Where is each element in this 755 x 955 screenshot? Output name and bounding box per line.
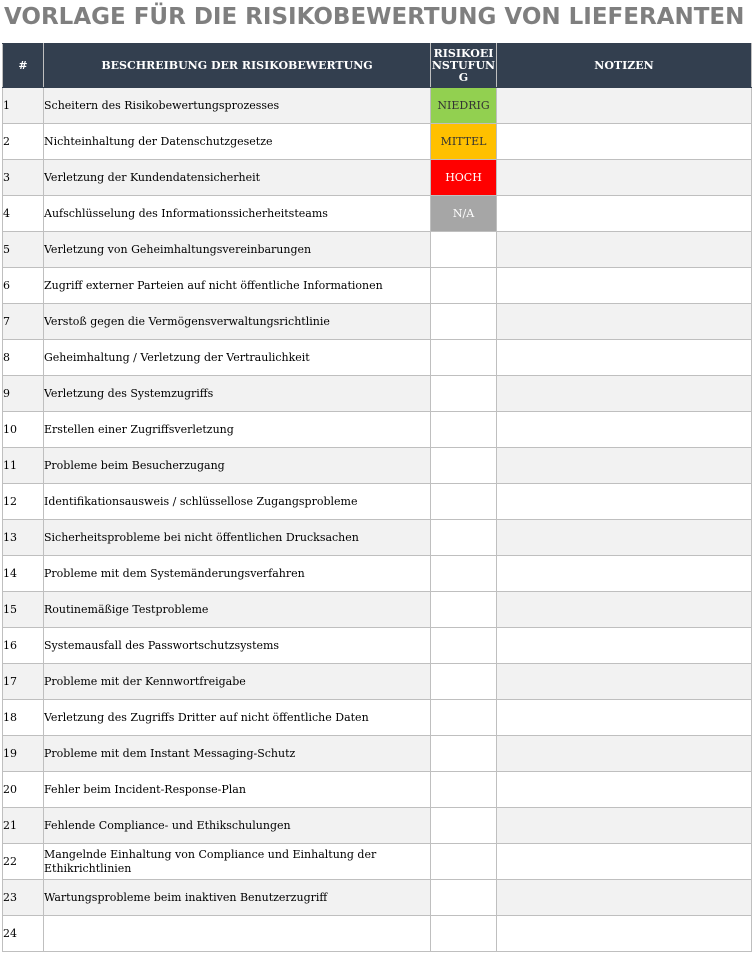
notes-cell[interactable] — [497, 160, 752, 196]
row-number: 17 — [3, 664, 44, 700]
row-number: 24 — [3, 916, 44, 952]
risk-rating-cell[interactable]: NIEDRIG — [431, 88, 497, 124]
notes-cell[interactable] — [497, 880, 752, 916]
table-row — [3, 844, 752, 880]
row-number: 8 — [3, 340, 44, 376]
risk-description-cell[interactable]: Aufschlüsselung des Informationssicherheitsteams — [44, 196, 431, 232]
risk-description-cell[interactable]: Probleme mit dem Systemänderungsverfahren — [44, 556, 431, 592]
table-row — [3, 736, 752, 772]
notes-cell[interactable] — [497, 916, 752, 952]
column-header-number: # — [3, 44, 44, 88]
notes-cell[interactable] — [497, 592, 752, 628]
notes-cell[interactable] — [497, 484, 752, 520]
risk-rating-cell[interactable]: HOCH — [431, 160, 497, 196]
row-number: 10 — [3, 412, 44, 448]
risk-description-cell[interactable]: Verletzung des Systemzugriffs — [44, 376, 431, 412]
risk-description-cell[interactable]: Probleme beim Besucherzugang — [44, 448, 431, 484]
table-row — [3, 664, 752, 700]
row-number: 22 — [3, 844, 44, 880]
table-row — [3, 376, 752, 412]
risk-description-cell[interactable]: Nichteinhaltung der Datenschutzgesetze — [44, 124, 431, 160]
notes-cell[interactable] — [497, 664, 752, 700]
risk-description-cell[interactable]: Zugriff externer Parteien auf nicht öffentliche Informationen — [44, 268, 431, 304]
table-row — [3, 88, 752, 124]
risk-description-cell[interactable]: Routinemäßige Testprobleme — [44, 592, 431, 628]
risk-description-cell[interactable]: Geheimhaltung / Verletzung der Vertraulichkeit — [44, 340, 431, 376]
table-row — [3, 628, 752, 664]
row-number: 18 — [3, 700, 44, 736]
risk-rating-cell[interactable] — [431, 844, 497, 880]
table-row — [3, 592, 752, 628]
table-row — [3, 556, 752, 592]
risk-description-cell[interactable]: Verletzung des Zugriffs Dritter auf nicht öffentliche Daten — [44, 700, 431, 736]
table-row — [3, 160, 752, 196]
risk-rating-cell[interactable] — [431, 448, 497, 484]
risk-description-cell[interactable]: Identifikationsausweis / schlüssellose Zugangsprobleme — [44, 484, 431, 520]
row-number: 7 — [3, 304, 44, 340]
table-row — [3, 808, 752, 844]
table-row — [3, 340, 752, 376]
risk-rating-cell[interactable] — [431, 592, 497, 628]
notes-cell[interactable] — [497, 340, 752, 376]
risk-description-cell[interactable]: Scheitern des Risikobewertungsprozesses — [44, 88, 431, 124]
notes-cell[interactable] — [497, 376, 752, 412]
notes-cell[interactable] — [497, 304, 752, 340]
row-number: 12 — [3, 484, 44, 520]
notes-cell[interactable] — [497, 556, 752, 592]
row-number: 11 — [3, 448, 44, 484]
risk-description-cell[interactable] — [44, 916, 431, 952]
risk-rating-cell[interactable] — [431, 304, 497, 340]
notes-cell[interactable] — [497, 772, 752, 808]
row-number: 5 — [3, 232, 44, 268]
risk-rating-cell[interactable] — [431, 376, 497, 412]
table-header-row — [3, 44, 752, 88]
table-row — [3, 880, 752, 916]
risk-description-cell[interactable]: Sicherheitsprobleme bei nicht öffentlichen Drucksachen — [44, 520, 431, 556]
table-row — [3, 772, 752, 808]
table-row — [3, 412, 752, 448]
risk-rating-cell[interactable] — [431, 484, 497, 520]
risk-description-cell[interactable]: Erstellen einer Zugriffsverletzung — [44, 412, 431, 448]
table-row — [3, 268, 752, 304]
notes-cell[interactable] — [497, 808, 752, 844]
risk-rating-cell[interactable] — [431, 736, 497, 772]
page-title: VORLAGE FÜR DIE RISIKOBEWERTUNG VON LIEFERANTEN — [4, 4, 745, 30]
notes-cell[interactable] — [497, 232, 752, 268]
risk-description-cell[interactable]: Wartungsprobleme beim inaktiven Benutzerzugriff — [44, 880, 431, 916]
table-row — [3, 232, 752, 268]
row-number: 4 — [3, 196, 44, 232]
risk-rating-cell[interactable] — [431, 340, 497, 376]
row-number: 2 — [3, 124, 44, 160]
risk-rating-cell[interactable] — [431, 808, 497, 844]
notes-cell[interactable] — [497, 88, 752, 124]
notes-cell[interactable] — [497, 268, 752, 304]
row-number: 6 — [3, 268, 44, 304]
risk-description-cell[interactable]: Fehler beim Incident-Response-Plan — [44, 772, 431, 808]
row-number: 9 — [3, 376, 44, 412]
table-row — [3, 304, 752, 340]
row-number: 21 — [3, 808, 44, 844]
risk-description-cell[interactable]: Mangelnde Einhaltung von Compliance und Einhaltung der Ethikrichtlinien — [44, 844, 431, 880]
risk-assessment-table — [2, 43, 752, 952]
notes-cell[interactable] — [497, 448, 752, 484]
risk-rating-cell[interactable] — [431, 232, 497, 268]
table-row — [3, 448, 752, 484]
risk-rating-cell[interactable] — [431, 772, 497, 808]
notes-cell[interactable] — [497, 520, 752, 556]
notes-cell[interactable] — [497, 196, 752, 232]
column-header-rating: RISIKOEINSTUFUNG — [431, 44, 497, 88]
notes-cell[interactable] — [497, 124, 752, 160]
table-row — [3, 196, 752, 232]
table-row — [3, 700, 752, 736]
column-header-notes: NOTIZEN — [497, 44, 752, 88]
risk-rating-cell[interactable] — [431, 628, 497, 664]
table-row — [3, 520, 752, 556]
row-number: 15 — [3, 592, 44, 628]
risk-rating-cell[interactable] — [431, 916, 497, 952]
risk-rating-cell[interactable] — [431, 556, 497, 592]
notes-cell[interactable] — [497, 628, 752, 664]
row-number: 19 — [3, 736, 44, 772]
risk-rating-cell[interactable] — [431, 520, 497, 556]
table-row — [3, 124, 752, 160]
risk-rating-cell[interactable]: N/A — [431, 196, 497, 232]
row-number: 1 — [3, 88, 44, 124]
notes-cell[interactable] — [497, 700, 752, 736]
row-number: 16 — [3, 628, 44, 664]
risk-description-cell[interactable]: Verstoß gegen die Vermögensverwaltungsrichtlinie — [44, 304, 431, 340]
notes-cell[interactable] — [497, 412, 752, 448]
row-number: 3 — [3, 160, 44, 196]
risk-description-cell[interactable]: Probleme mit dem Instant Messaging-Schutz — [44, 736, 431, 772]
row-number: 20 — [3, 772, 44, 808]
row-number: 23 — [3, 880, 44, 916]
risk-rating-cell[interactable] — [431, 412, 497, 448]
risk-description-cell[interactable]: Probleme mit der Kennwortfreigabe — [44, 664, 431, 700]
column-header-description: BESCHREIBUNG DER RISIKOBEWERTUNG — [44, 44, 431, 88]
table-row — [3, 916, 752, 952]
risk-rating-cell[interactable] — [431, 880, 497, 916]
risk-rating-cell[interactable] — [431, 268, 497, 304]
risk-rating-cell[interactable] — [431, 664, 497, 700]
table-row — [3, 484, 752, 520]
notes-cell[interactable] — [497, 736, 752, 772]
row-number: 14 — [3, 556, 44, 592]
risk-description-cell[interactable]: Fehlende Compliance- und Ethikschulungen — [44, 808, 431, 844]
risk-rating-cell[interactable] — [431, 700, 497, 736]
risk-description-cell[interactable]: Verletzung von Geheimhaltungsvereinbarungen — [44, 232, 431, 268]
table-body — [3, 88, 752, 952]
risk-rating-cell[interactable]: MITTEL — [431, 124, 497, 160]
notes-cell[interactable] — [497, 844, 752, 880]
risk-description-cell[interactable]: Systemausfall des Passwortschutzsystems — [44, 628, 431, 664]
risk-description-cell[interactable]: Verletzung der Kundendatensicherheit — [44, 160, 431, 196]
row-number: 13 — [3, 520, 44, 556]
